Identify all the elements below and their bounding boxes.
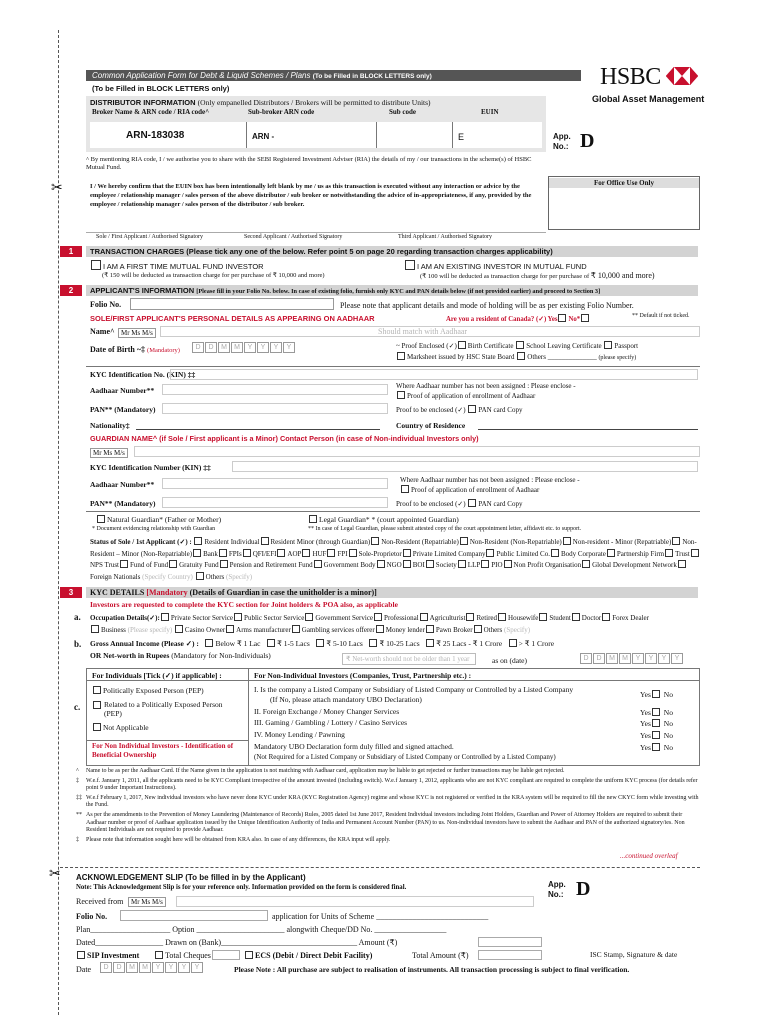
ack-app-no: App. No.: xyxy=(548,880,566,899)
ack-notice: Please Note : All purchase are subject to realisation of instruments. All transaction processing is subject to final verification. xyxy=(234,965,630,974)
total-amount-field[interactable] xyxy=(478,950,542,960)
first-time-note: (₹ 150 will be deducted as transaction charge for per purchase of ₹ 10,000 and more) xyxy=(102,272,325,279)
dated-line[interactable]: Dated_________________ Drawn on (Bank)__________________________________ Amount (₹) xyxy=(76,938,398,947)
section-3-title: KYC DETAILS [Mandatory (Details of Guardian in case the unitholder is a minor)] xyxy=(86,587,698,598)
item-b: b. xyxy=(74,639,82,649)
question-2: II. Foreign Exchange / Money Changer Services xyxy=(254,707,400,716)
ack-folio-field[interactable] xyxy=(120,910,268,921)
income-row[interactable]: Gross Annual Income (Please ✓) : Below ₹ 1 Lac ₹ 1-5 Lacs ₹ 5-10 Lacs ₹ 10-25 Lacs ₹ 25 Lacs - ₹ 1 Crore > ₹ 1 Crore xyxy=(90,639,555,648)
sip-option[interactable]: SIP Investment xyxy=(76,951,139,960)
legal-guardian-note: ** In case of Legal Guardian, please submit attested copy of the court appointment letter, affidavit etc. to support. xyxy=(308,526,582,532)
ack-date-field[interactable]: D D M M Y Y Y Y xyxy=(100,962,204,973)
guardian-aadhaar-note: Where Aadhaar number has not been assigned : Please enclose - xyxy=(400,476,580,484)
guardian-aadhaar-field[interactable] xyxy=(162,478,388,489)
q3-yes-no[interactable]: Yes No xyxy=(640,719,673,728)
ubo-label: For Non Individual Investors - Identification of Beneficial Ownership xyxy=(92,742,234,759)
guardian-kin-field[interactable] xyxy=(232,461,698,472)
networth-date-field[interactable]: D D M M Y Y Y Y xyxy=(580,653,684,664)
ack-title: ACKNOWLEDGEMENT SLIP (To be filled in by the Applicant) xyxy=(76,873,306,882)
total-amount-label: Total Amount (₹) xyxy=(412,951,469,960)
guardian-heading: GUARDIAN NAME^ (if Sole / First applicant is a Minor) Contact Person (in case of Non-individual Investors only) xyxy=(90,434,479,443)
brand-name: HSBC xyxy=(600,64,661,90)
scissors-icon: ✂ xyxy=(51,181,63,196)
received-from-label: Received from xyxy=(76,897,124,906)
dob-label: Date of Birth ~‡ (Mandatory) xyxy=(90,345,180,354)
received-from-field[interactable] xyxy=(176,896,534,907)
continued-overleaf: ...continued overleaf xyxy=(620,852,678,860)
networth-field[interactable]: ₹ Net-worth should not be older than 1 year xyxy=(342,653,476,665)
scissors-icon: ✂ xyxy=(49,867,61,882)
hexagon-icon xyxy=(666,67,698,85)
footnotes: ^ Name to be as per the Aadhaar Card. If the Name given in the application is not matching with Aadhaar card, application may be liable to get rejected or further transactions may be liable get rejected. ‡ W.e.f. January 1, 2011, all the applicants need to be KYC Compliant irrespective of the amount invested (including switch). W.e.f January 1, 2012, applicants who are not KYC compliant are required to complete the uniform KYC process (for details refer point 9 under Important Instructions). ‡‡ W.e.f February 1, 2017, New individual investors who have never done KYC under KRA (KYC Registration Agency) regime and whose KYC is not registered or verified in the KRA system will be required to fill the new CKYC form while investing with the Fund. ** As per the amendments to the Prevention of Money Laundering (Maintenance of Records) Rules, 2005 dated 1st June 2017, Resident Individual investors including Joint Holders, Guardian and Power of Attorney Holders are required to submit their Aadhaar number or proof of Aadhaar application issued by the Unique Identification Authority of India and Permanent Account Number (PAN) to us. Non-individual investors have to submit the Aadhaar and PAN of the authorized signatory/ies. Non Resident Individuals are not required to provide Aadhaar. ‡ Please note that information sought here will be obtained from KRA also. In case of any differences, the KRA input will apply. xyxy=(76,768,699,843)
pan-proof[interactable]: Proof to be enclosed (✓) PAN card Copy xyxy=(396,406,523,414)
office-use-box xyxy=(548,176,700,230)
folio-field[interactable] xyxy=(130,298,334,310)
kin-field[interactable] xyxy=(170,369,698,380)
name-label: Name^ xyxy=(90,327,115,336)
section-3-number: 3 xyxy=(60,587,82,598)
signatory-3[interactable]: Third Applicant / Authorised Signatory xyxy=(398,234,492,240)
amount-field[interactable] xyxy=(478,937,542,947)
aadhaar-field[interactable] xyxy=(162,384,388,395)
canada-question[interactable]: Are you a resident of Canada? (✓) Yes No* xyxy=(446,314,591,323)
broker-col-label: Broker Name & ARN code / RIA code^ xyxy=(92,108,210,116)
status-block: Status of Sole / 1st Applicant (✓) : Resident Individual Resident Minor (through Guardian) Non-Resident (Repatriable) Non-Resident (Non-Repatriable) Non-resident - Minor (Repatriable) Non-Resident – Minor (Non-Repatriable) Bank FPIs QFI/EFI AOP HUF FPI Sole-Proprietor Private Limited Company Public Limited Co. Body Corporate Partnership Firm TrustNPS Trust Fund of Fund Gratuity Fund Pension and Retirement Fund Government Body NGO BOI Society LLP PIO Non Profit Organisation Global Development NetworkForeign Nationals (Specify Country) Others (Specify) xyxy=(90,538,697,581)
nationality-label: Nationality‡ xyxy=(90,421,130,430)
aadhaar-label: Aadhaar Number** xyxy=(90,386,155,395)
natural-guardian-option[interactable]: Natural Guardian* (Father or Mother) xyxy=(96,515,221,524)
proof-enclosed[interactable]: ~ Proof Enclosed (✓) Birth Certificate School Leaving Certificate Passport xyxy=(396,342,639,350)
as-on-date-label: as on (date) xyxy=(492,656,527,665)
pan-field[interactable] xyxy=(162,403,388,414)
hsbc-logo xyxy=(592,64,705,108)
section-1-number: 1 xyxy=(60,246,82,257)
ack-note: Note: This Acknowledgement Slip is for your reference only. Information provided on the form is considered final. xyxy=(76,884,407,891)
q4-yes-no[interactable]: Yes No xyxy=(640,731,673,740)
first-time-option[interactable]: I AM A FIRST TIME MUTUAL FUND INVESTOR xyxy=(90,260,264,271)
folio-label: Folio No. xyxy=(90,300,122,309)
scheme-line[interactable]: application for Units of Scheme ____________________________ xyxy=(272,912,489,921)
distributor-box xyxy=(86,96,546,152)
received-titles[interactable]: Mr Ms M/s xyxy=(128,897,166,907)
distributor-heading: DISTRIBUTOR INFORMATION (Only empanelled Distributors / Brokers will be permitted to distribute Units) xyxy=(90,98,431,107)
guardian-pan-label: PAN** (Mandatory) xyxy=(90,499,156,508)
app-no-label: App. No.: xyxy=(553,132,571,151)
dob-field[interactable]: D D M M Y Y Y Y xyxy=(192,342,296,353)
euin-col-label: EUIN xyxy=(481,108,499,116)
subbroker-col-label: Sub-broker ARN code xyxy=(248,108,315,116)
natural-guardian-note: * Document evidencing relationship with Guardian xyxy=(92,526,216,532)
kyc-investor-note: Investors are requested to complete the KYC section for Joint holders & POA also, as applicable xyxy=(90,600,398,609)
pan-label: PAN** (Mandatory) xyxy=(90,405,156,414)
euin-field[interactable]: E xyxy=(458,132,465,142)
name-titles[interactable]: Mr Ms M/s xyxy=(118,328,156,338)
q2-yes-no[interactable]: Yes No xyxy=(640,708,673,717)
aadhaar-note: Where Aadhaar number has not been assigned : Please enclose - xyxy=(396,382,576,390)
guardian-name-field[interactable] xyxy=(134,446,700,457)
guardian-pan-proof[interactable]: Proof to be enclosed (✓) PAN card Copy xyxy=(396,500,523,508)
existing-investor-note: (₹ 100 will be deducted as transaction charge for per purchase of ₹ 10,000 and more) xyxy=(420,271,655,280)
guardian-aadhaar-label: Aadhaar Number** xyxy=(90,480,155,489)
ubo-yes-no[interactable]: Yes No xyxy=(640,743,673,752)
subcode-col-label: Sub code xyxy=(389,108,417,116)
isc-stamp-label: ISC Stamp, Signature & date xyxy=(590,950,678,959)
ack-app-letter: D xyxy=(576,878,591,900)
form-title-note: (To be Filled in BLOCK LETTERS only) xyxy=(312,73,432,80)
ubo-declaration-note: (Not Required for a Listed Company or Subsidiary of Listed Company or Controlled by a Listed Company) xyxy=(254,753,556,761)
question-1: I. Is the company a Listed Company or Subsidiary of Listed Company or Controlled by a Listed Company xyxy=(254,685,574,694)
occupation-block: Occupation Details(✓): Private Sector Service Public Sector Service Government Service Professional Agriculturist Retired Housewife Student Doctor Forex Dealer Business (Please specify) Casino Owner Arms manufacturer Gambling services offerer Money lender Pawn Broker Others (Specify) xyxy=(90,614,649,634)
app-series-letter: D xyxy=(580,130,595,152)
item-c: c. xyxy=(74,702,81,712)
guardian-pan-field[interactable] xyxy=(162,497,388,508)
q1-yes-no[interactable]: Yes No xyxy=(640,690,673,699)
ack-date-label: Date xyxy=(76,965,92,974)
canada-default-note: ** Default if not ticked. xyxy=(632,313,690,319)
section-2-title: APPLICANT'S INFORMATION [Please fill in your Folio No. below. In case of existing folio, furnish only KYC and PAN details below (if not provided earlier) and proceed to Section 3] xyxy=(86,285,698,296)
ria-note: ^ By mentioning RIA code, I / we authorise you to share with the SEBI Registered Investment Adviser (RIA) the details of my / our transactions in the scheme(s) of HSBC Mutual Fund. xyxy=(86,156,532,171)
proof-enclosed-2[interactable]: Marksheet issued by HSC State Board Others ______________ (please specify) xyxy=(396,352,636,361)
guardian-aadhaar-proof[interactable]: Proof of application of enrollment of Aadhaar xyxy=(400,485,539,494)
broker-arn-field[interactable]: ARN-183038 xyxy=(126,130,185,141)
form-title: Common Application Form for Debt & Liquid Schemes / Plans xyxy=(92,71,311,80)
office-use-label: For Office Use Only xyxy=(549,178,699,188)
signatory-1[interactable]: Sole / First Applicant / Authorised Signatory xyxy=(96,234,203,240)
subbroker-arn-field[interactable]: ARN - xyxy=(252,132,275,141)
section-1-title: TRANSACTION CHARGES (Please tick any one of the below. Refer point 5 on page 20 regarding transaction charges applicability) xyxy=(86,246,698,257)
first-applicant-heading: SOLE/FIRST APPLICANT'S PERSONAL DETAILS AS APPEARING ON AADHAAR xyxy=(90,314,375,323)
total-cheques-field[interactable] xyxy=(212,950,240,960)
plan-line[interactable]: Plan____________________ Option ______________________ alongwith Cheque/DD No. __________________ xyxy=(76,925,447,934)
networth-label: OR Net-worth in Rupees (Mandatory for Non-Individuals) xyxy=(90,651,271,660)
individuals-label: For Individuals [Tick (✓) if applicable] : xyxy=(92,671,222,680)
legal-guardian-option[interactable]: Legal Guardian* * (court appointed Guardian) xyxy=(308,515,459,524)
block-letters-note: (To be Filled in BLOCK LETTERS only) xyxy=(92,84,230,93)
section-2-number: 2 xyxy=(60,285,82,296)
non-individuals-label: For Non-Individual Investors (Companies, Trust, Partnership etc.) : xyxy=(254,671,472,680)
question-3: III. Gaming / Gambling / Lottery / Casino Services xyxy=(254,718,408,727)
pep-option[interactable]: Politically Exposed Person (PEP) xyxy=(92,686,204,695)
not-applicable-option[interactable]: Not Applicable xyxy=(92,723,149,732)
brand-subtitle: Global Asset Management xyxy=(592,94,705,104)
guardian-titles[interactable]: Mr Ms M/s xyxy=(90,448,128,458)
question-1-note: (If No, please attach mandatory UBO Declaration) xyxy=(270,695,422,704)
aadhaar-enrollment-proof[interactable]: Proof of application of enrollment of Aadhaar xyxy=(396,391,535,400)
euin-declaration: I / We hereby confirm that the EUIN box has been intentionally left blank by me / us as this transaction is executed without any interaction or advice by the employee / relationship manager / sales person of the above distributor / sub broker or notwithstanding the advice of in-appropriateness, if any, provided by the employee / relationship manager / sales person of the distributor / sub broker. xyxy=(90,183,532,208)
ecs-option[interactable]: ECS (Debit / Direct Debit Facility) xyxy=(244,951,372,960)
folio-note: Please note that applicant details and mode of holding will be as per existing Folio Number. xyxy=(340,301,634,310)
name-placeholder: Should match with Aadhaar xyxy=(378,327,468,336)
ack-cut-line xyxy=(60,867,700,868)
subcode-field[interactable] xyxy=(380,124,448,146)
guardian-kin-label: KYC Identification Number (KIN) ‡‡ xyxy=(90,463,211,472)
related-pep-option[interactable]: Related to a Politically Exposed Person (PEP) xyxy=(92,700,242,718)
kin-label: KYC Identification No. (KIN) ‡‡ xyxy=(90,370,196,379)
ack-folio-label: Folio No. xyxy=(76,912,108,921)
total-cheques[interactable]: Total Cheques xyxy=(154,951,211,960)
item-a: a. xyxy=(74,612,81,622)
existing-investor-option[interactable]: I AM AN EXISTING INVESTOR IN MUTUAL FUND xyxy=(404,260,587,271)
title-bar xyxy=(86,70,581,81)
country-label: Country of Residence xyxy=(396,421,466,430)
question-4: IV. Money Lending / Pawning xyxy=(254,730,345,739)
ubo-declaration: Mandatory UBO Declaration form duly filled and signed attached. xyxy=(254,742,454,751)
signatory-2[interactable]: Second Applicant / Authorised Signatory xyxy=(244,234,343,240)
